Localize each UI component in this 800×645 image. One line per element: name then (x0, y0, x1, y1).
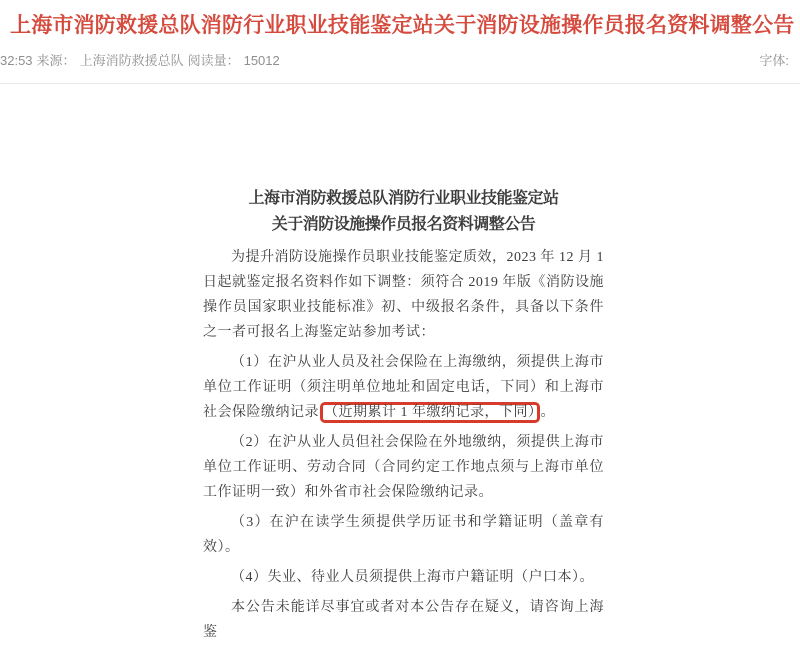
text-segment: （3）在沪在读学生须提供学历证书和学籍证明（盖章有效）。 (203, 515, 604, 555)
header-divider (0, 83, 800, 84)
doc-paragraph (203, 245, 604, 345)
publish-time-fragment: 32:53 (0, 53, 33, 68)
meta-left (0, 50, 284, 69)
doc-paragraph (203, 510, 604, 560)
text-segment: 本公告未能详尽事宜或者对本公告存在疑义，请咨询上海鉴 (203, 600, 604, 640)
views-label: 阅读量： (187, 53, 240, 68)
highlight-box: （近期累计 1 年缴纳记录，下同） (320, 402, 540, 423)
article-title: 上海市消防救援总队消防行业职业技能鉴定站关于消防设施操作员报名资料调整公告 (10, 14, 795, 37)
text-segment: 。 (540, 405, 555, 420)
source-label: 来源： (36, 53, 76, 68)
doc-paragraph (203, 350, 604, 425)
text-segment: （4）失业、待业人员须提供上海市户籍证明（户口本）。 (231, 570, 594, 585)
notice-document (203, 186, 604, 645)
doc-paragraph (203, 565, 604, 590)
text-segment: （2）在沪从业人员但社会保险在外地缴纳，须提供上海市单位工作证明、劳动合同（合同约定工作地点须与上海市单位工作证明一致）和外省市社会保险缴纳记录。 (203, 435, 604, 500)
doc-paragraphs (203, 245, 604, 645)
doc-paragraph (203, 595, 604, 645)
source-value: 上海消防救援总队 (79, 53, 184, 68)
views-value: 15012 (243, 53, 280, 68)
meta-bar (0, 50, 800, 68)
doc-title-line1: 上海市消防救援总队消防行业职业技能鉴定站 (248, 190, 559, 207)
doc-paragraph (203, 430, 604, 505)
text-segment: 为提升消防设施操作员职业技能鉴定质效，2023 年 12 月 1 日起就鉴定报名资料作如下调整：须符合 2019 年版《消防设施操作员国家职业技能标准》初、中级报名条件，具备以下条件之一者可报名上海鉴定站参加考试： (203, 250, 604, 340)
font-size-label: 字体: (759, 53, 789, 68)
doc-title-line2: 关于消防设施操作员报名资料调整公告 (271, 216, 536, 233)
text-segment: （1）在沪从业人员及社会保险在上海缴纳，须提供上海市单位工作证明（须注明单位地址和固定电话，下同）和上海市社会保险缴纳记录 (203, 355, 604, 420)
